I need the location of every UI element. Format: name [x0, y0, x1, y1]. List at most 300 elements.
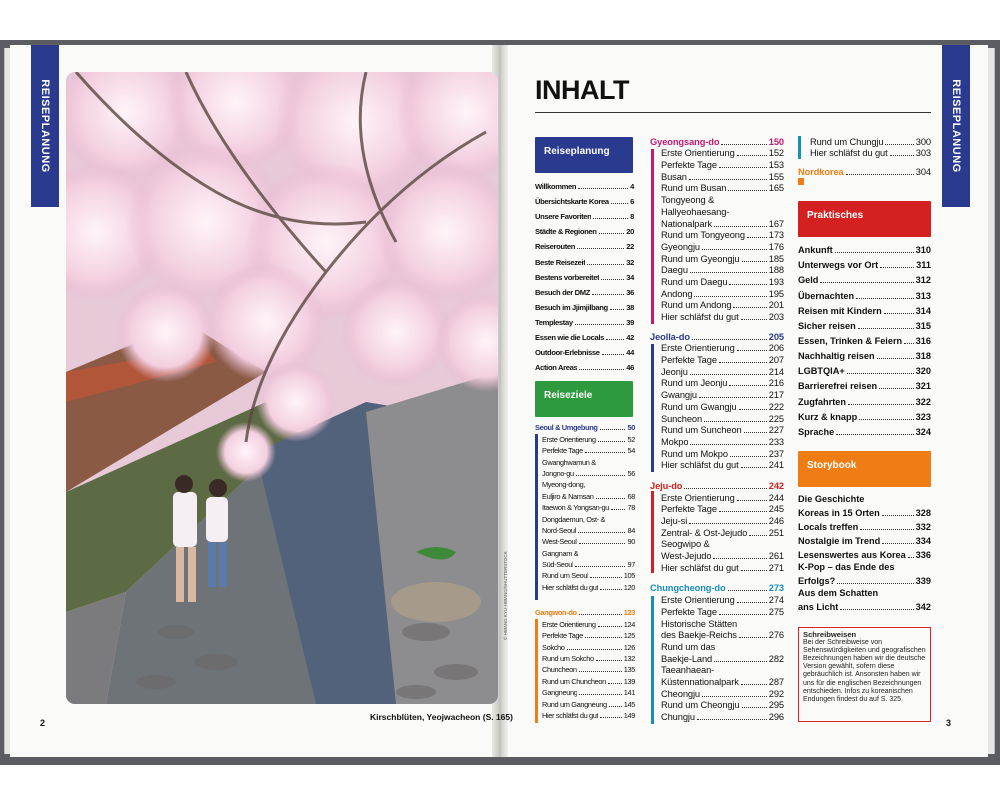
- toc-entry: [661, 561, 784, 573]
- chungcheong-cont-bar: [798, 136, 801, 159]
- toc-entry-page: 314: [915, 305, 931, 316]
- toc-entry-page: 311: [916, 260, 931, 271]
- toc-entry-page: 310: [915, 245, 931, 256]
- toc-entry: [661, 710, 784, 722]
- toc-entry-title: Perfekte Tage: [542, 631, 583, 641]
- page-number-left: 2: [40, 718, 46, 728]
- toc-entry: [661, 365, 784, 377]
- toc-entry: [661, 593, 784, 605]
- toc-entry-page: 152: [768, 148, 784, 159]
- toc-entry: [661, 699, 784, 711]
- toc-entry: [542, 629, 635, 640]
- toc-entry-title: Busan: [661, 171, 687, 182]
- toc-entry-page: 295: [768, 700, 784, 711]
- jeju-list: [650, 491, 784, 573]
- toc-entry-page: 54: [627, 446, 635, 456]
- toc-entry-page: 56: [627, 468, 635, 478]
- toc-entry-title: Perfekte Tage: [661, 160, 717, 171]
- toc-entry: [798, 504, 931, 518]
- toc-entry: [661, 640, 784, 652]
- toc-entry-page: 32: [626, 257, 634, 267]
- toc-entry: [542, 652, 635, 663]
- toc-entry: [661, 424, 784, 436]
- toc-entry-page: 261: [768, 551, 784, 562]
- photo-caption: Kirschblüten, Yeojwacheon (S. 165): [370, 712, 513, 722]
- toc-entry-title: Nord-Seoul: [542, 525, 576, 535]
- toc-entry-page: 135: [623, 665, 635, 675]
- toc-entry-title: Dongdaemun, Ost- &: [542, 514, 606, 524]
- toc-entry-page: 324: [915, 426, 931, 437]
- jeolla-heading-row: Jeolla-do 205: [650, 331, 784, 342]
- toc-entry-page: 217: [768, 390, 784, 401]
- toc-entry: [798, 285, 931, 300]
- toc-entry-title: Besuch der DMZ: [535, 287, 591, 297]
- toc-entry: [661, 299, 784, 311]
- toc-entry-title: Nationalpark: [661, 218, 712, 229]
- toc-entry-page: 334: [915, 536, 931, 546]
- toc-entry-page: 206: [768, 343, 784, 354]
- toc-entry-page: 282: [768, 653, 784, 664]
- storybook-heading: Storybook: [798, 451, 931, 487]
- toc-entry-title: Rund um Gangneung: [542, 699, 607, 709]
- toc-entry-page: 44: [626, 348, 634, 358]
- toc-entry-title: Unterwegs vor Ort: [798, 260, 879, 271]
- gangwon-section: [535, 606, 635, 720]
- toc-entry-page: 141: [623, 688, 635, 698]
- toc-entry-title: Städte & Regionen: [535, 227, 597, 237]
- toc-entry-title: Übersichtskarte Korea: [535, 197, 609, 207]
- toc-entry-title: Gyeongju: [661, 241, 700, 252]
- toc-entry-page: 312: [915, 275, 931, 286]
- toc-entry-title: Sprache: [798, 426, 835, 437]
- toc-entry: [542, 524, 635, 535]
- toc-entry: [661, 412, 784, 424]
- toc-entry-title: Übernachten: [798, 290, 855, 301]
- toc-entry: [798, 598, 931, 612]
- toc-entry-title: Locals treffen: [798, 522, 859, 532]
- toc-entry-page: 241: [768, 460, 784, 471]
- jeju-heading-row: Jeju-do 242: [650, 480, 784, 491]
- toc-entry: [542, 489, 635, 500]
- section-tab-left: [31, 45, 59, 207]
- toc-entry-title: Rund um Chuncheon: [542, 676, 606, 686]
- gangwon-bar: [535, 619, 538, 723]
- toc-entry-page: 78: [627, 503, 635, 513]
- toc-entry: [535, 236, 634, 251]
- toc-entry-page: 38: [626, 302, 634, 312]
- toc-entry: [535, 312, 634, 327]
- note-text: Bei der Schreibweise von Sehenswürdigkeiten und geografischen Bezeichnungen haben wir die deutsche Version gewählt, sofern diese gebräuchlich ist. Ansonsten haben wir uns für die englischen Bezeichnungen entschieden. Infos zu koreanischen Endungen findest du auf S. 325.: [803, 639, 926, 703]
- toc-entry-title: Rund um Daegu: [661, 276, 728, 287]
- toc-entry-page: 39: [626, 317, 634, 327]
- toc-entry-title: Rund um Seoul: [542, 571, 589, 581]
- toc-entry-title: Erste Orientierung: [542, 619, 596, 629]
- toc-entry-title: Action Areas: [535, 363, 578, 373]
- toc-entry: [661, 675, 784, 687]
- toc-entry-page: 287: [768, 676, 784, 687]
- toc-entry-title: Erste Orientierung: [661, 492, 735, 503]
- toc-entry-title: Erfolgs?: [798, 576, 836, 586]
- photo-credit: © HWANG KYU-HWANG/SHUTTERSTOCK: [503, 551, 508, 640]
- toc-entry-page: 201: [768, 300, 784, 311]
- toc-entry-title: des Baekje-Reichs: [661, 630, 737, 641]
- toc-entry: [798, 316, 931, 331]
- toc-entry-page: 42: [626, 333, 634, 343]
- toc-entry-title: Sokcho: [542, 642, 565, 652]
- toc-entry: [542, 709, 635, 720]
- toc-entry-title: Essen wie die Locals: [535, 333, 604, 343]
- toc-entry: [798, 270, 931, 285]
- toc-entry-title: Unsere Favoriten: [535, 212, 592, 222]
- toc-entry: [798, 546, 931, 560]
- toc-entry-title: Templestay: [535, 317, 573, 327]
- toc-entry: [798, 422, 931, 437]
- toc-entry-title: Rund um Sokcho: [542, 653, 594, 663]
- toc-entry-title: Besuch im Jjimjilbang: [535, 302, 608, 312]
- toc-entry-page: 246: [768, 516, 784, 526]
- gyeongsang-bar: [651, 149, 654, 324]
- toc-entry-page: 46: [626, 363, 634, 373]
- toc-entry: [798, 331, 931, 346]
- toc-entry-title: Erste Orientierung: [661, 595, 735, 606]
- title-divider: [535, 112, 931, 113]
- toc-entry: [542, 617, 635, 628]
- toc-entry: [661, 170, 784, 182]
- schreibweisen-note: [798, 627, 931, 722]
- toc-entry-page: 237: [768, 448, 784, 459]
- toc-entry-page: 222: [768, 401, 784, 412]
- toc-entry-page: 22: [626, 242, 634, 252]
- toc-entry: [798, 361, 931, 376]
- toc-entry: [661, 652, 784, 664]
- toc-entry-page: 6: [630, 197, 634, 207]
- toc-entry-title: Jeonju: [661, 366, 688, 377]
- toc-entry: [661, 491, 784, 503]
- toc-entry-title: Erste Orientierung: [661, 343, 735, 354]
- page-number-right: 3: [946, 718, 952, 728]
- toc-entry: [810, 147, 931, 159]
- praktisches-list: [798, 240, 931, 437]
- toc-entry: [542, 501, 635, 512]
- toc-entry: [535, 342, 634, 357]
- toc-entry-title: Die Geschichte: [798, 494, 865, 504]
- toc-entry-title: Jeju-si: [661, 516, 688, 526]
- toc-entry-page: 303: [915, 148, 931, 159]
- toc-entry-title: Küstennationalpark: [661, 676, 739, 687]
- chungcheong-list: [650, 593, 784, 722]
- toc-entry-title: Reisen mit Kindern: [798, 305, 882, 316]
- toc-entry-title: Nachhaltig reisen: [798, 351, 875, 362]
- chungcheong-heading-row: Chungcheong-do 273: [650, 583, 784, 594]
- praktisches-heading: Praktisches: [798, 201, 931, 237]
- toc-entry: [661, 275, 784, 287]
- toc-entry-title: Perfekte Tage: [542, 446, 583, 456]
- toc-entry-title: Perfekte Tage: [661, 355, 717, 366]
- toc-entry-page: 145: [623, 699, 635, 709]
- toc-entry-title: Koreas in 15 Orten: [798, 508, 880, 518]
- toc-entry-page: 292: [768, 688, 784, 699]
- toc-entry: [535, 176, 634, 191]
- toc-entry-title: Bestens vorbereitet: [535, 272, 600, 282]
- toc-entry-title: Rund um Gyeongju: [661, 253, 740, 264]
- nordkorea-row: Nordkorea 304: [798, 166, 931, 177]
- toc-entry-page: 316: [915, 335, 931, 346]
- toc-entry: [535, 251, 634, 266]
- toc-entry: [661, 400, 784, 412]
- toc-entry: [661, 377, 784, 389]
- section-tab-right: [942, 45, 970, 207]
- toc-entry-page: 323: [915, 411, 931, 422]
- toc-entry-title: Barrierefrei reisen: [798, 381, 878, 392]
- toc-entry-title: West-Seoul: [542, 537, 577, 547]
- toc-entry-page: 342: [915, 602, 931, 612]
- toc-entry: [661, 514, 784, 526]
- section-tab-label: REISEPLANUNG: [950, 79, 962, 173]
- toc-entry-title: Daegu: [661, 265, 688, 276]
- toc-entry-page: 244: [768, 492, 784, 503]
- toc-entry-title: Hier schläfst du gut: [542, 710, 599, 720]
- toc-entry-line1: [798, 560, 931, 572]
- toc-entry-title: Hier schläfst du gut: [542, 582, 599, 592]
- toc-entry: [798, 532, 931, 546]
- toc-entry: [542, 640, 635, 651]
- toc-entry: [661, 447, 784, 459]
- reiseplanung-list: [535, 176, 634, 372]
- toc-entry: [535, 282, 634, 297]
- toc-entry-page: 120: [623, 582, 635, 592]
- toc-entry-title: Suncheon: [661, 413, 703, 424]
- toc-entry-page: 139: [623, 676, 635, 686]
- toc-entry: [661, 526, 784, 538]
- toc-entry: [542, 663, 635, 674]
- toc-entry: [535, 297, 634, 312]
- toc-entry: [542, 432, 635, 443]
- toc-entry-page: 153: [768, 160, 784, 171]
- toc-entry: [661, 264, 784, 276]
- page-title: INHALT: [535, 75, 629, 105]
- note-title: Schreibweisen: [803, 630, 857, 639]
- toc-entry-page: 193: [768, 276, 784, 287]
- toc-entry: [542, 580, 635, 591]
- toc-entry-title: Baekje-Land: [661, 653, 713, 664]
- toc-entry-title: Hallyeohaesang-: [661, 206, 730, 217]
- toc-entry: [661, 459, 784, 471]
- toc-entry-page: 332: [915, 522, 931, 532]
- toc-entry-page: 227: [768, 425, 784, 436]
- toc-entry-title: Lesenswertes aus Korea: [798, 550, 906, 560]
- toc-entry: [798, 255, 931, 270]
- toc-entry-page: 185: [768, 253, 784, 264]
- toc-entry: [535, 267, 634, 282]
- toc-entry-page: 97: [627, 560, 635, 570]
- toc-entry-title: Aus dem Schatten: [798, 588, 879, 598]
- toc-entry-title: Sicher reisen: [798, 320, 856, 331]
- toc-entry-page: 225: [768, 413, 784, 424]
- toc-entry: [810, 135, 931, 147]
- toc-entry-title: Rund um Tongyeong: [661, 230, 745, 241]
- toc-entry: [661, 617, 784, 629]
- toc-entry-page: 167: [768, 218, 784, 229]
- toc-entry: [542, 697, 635, 708]
- toc-entry: [661, 158, 784, 170]
- seoul-list: [535, 432, 635, 591]
- toc-entry: [542, 535, 635, 546]
- toc-entry-title: Nostalgie im Trend: [798, 536, 881, 546]
- toc-entry-page: 188: [768, 265, 784, 276]
- toc-entry-title: Rund um Gwangju: [661, 401, 737, 412]
- toc-entry-page: 105: [623, 571, 635, 581]
- toc-entry-title: Hier schläfst du gut: [661, 312, 739, 322]
- gangwon-list: [535, 617, 635, 720]
- toc-entry-title: ans Licht: [798, 602, 839, 612]
- toc-entry-title: Hier schläfst du gut: [661, 562, 739, 573]
- toc-entry-page: 90: [627, 537, 635, 547]
- toc-entry-page: 339: [915, 576, 931, 586]
- toc-entry-page: 132: [623, 653, 635, 663]
- toc-entry: [661, 229, 784, 241]
- toc-entry: [798, 572, 931, 586]
- toc-entry: [542, 546, 635, 557]
- reiseplanung-heading: Reiseplanung: [535, 137, 633, 173]
- toc-entry-page: 315: [915, 320, 931, 331]
- toc-entry: [542, 686, 635, 697]
- toc-entry-title: Reiserouten: [535, 242, 576, 252]
- toc-entry: [798, 240, 931, 255]
- toc-entry-page: 321: [915, 381, 931, 392]
- seoul-heading-row: Seoul & Umgebung 50: [535, 423, 635, 433]
- toc-entry-page: 245: [768, 504, 784, 515]
- toc-entry-title: Rund um Chungju: [810, 136, 884, 147]
- toc-entry-title: West-Jejudo: [661, 551, 712, 562]
- toc-entry: [535, 221, 634, 236]
- toc-entry-title: Rund um Suncheon: [661, 425, 742, 436]
- toc-entry: [798, 407, 931, 422]
- toc-entry-page: 328: [915, 508, 931, 518]
- toc-entry-title: Zentral- & Ost-Jejudo: [661, 527, 748, 538]
- toc-entry: [661, 353, 784, 365]
- toc-entry-title: Outdoor-Erlebnisse: [535, 348, 600, 358]
- cherry-blossom-photo: [66, 72, 498, 704]
- toc-entry: [661, 193, 784, 205]
- chungcheong-bar: [651, 596, 654, 724]
- toc-entry: [542, 674, 635, 685]
- toc-entry: [542, 569, 635, 580]
- toc-entry: [661, 605, 784, 617]
- toc-entry-title: Gwanghwamun &: [542, 457, 596, 467]
- toc-entry-line1: [798, 492, 931, 504]
- toc-entry: [661, 342, 784, 354]
- toc-entry-title: Jongno-gu: [542, 468, 574, 478]
- toc-entry-title: Rund um Mokpo: [661, 448, 728, 459]
- toc-entry-page: 233: [768, 436, 784, 447]
- reiseziele-heading: Reiseziele: [535, 381, 633, 417]
- toc-entry-page: 176: [768, 241, 784, 252]
- toc-entry-title: Rund um Andong: [661, 300, 732, 311]
- toc-entry-title: Rund um das: [661, 641, 716, 652]
- toc-entry: [661, 205, 784, 217]
- toc-entry-title: Gangneung: [542, 688, 578, 698]
- gangwon-heading-row: Gangwon-do 123: [535, 608, 635, 618]
- toc-entry: [798, 391, 931, 406]
- toc-entry-page: 36: [626, 287, 634, 297]
- toc-entry-title: Zugfahrten: [798, 396, 846, 407]
- toc-entry-page: 20: [626, 227, 634, 237]
- toc-entry-title: Kurz & knapp: [798, 411, 858, 422]
- toc-entry-page: 149: [623, 710, 635, 720]
- section-tab-label: REISEPLANUNG: [39, 79, 51, 173]
- toc-entry: [661, 664, 784, 676]
- toc-entry-page: 84: [627, 525, 635, 535]
- toc-entry-title: Hier schläfst du gut: [661, 460, 739, 471]
- toc-entry-title: Andong: [661, 288, 693, 299]
- toc-entry: [661, 240, 784, 252]
- toc-entry-page: 274: [768, 595, 784, 606]
- gyeongsang-list: [650, 147, 784, 322]
- seoul-bar: [535, 434, 538, 600]
- toc-entry-page: 155: [768, 171, 784, 182]
- toc-entry-title: Rund um Cheongju: [661, 700, 740, 711]
- toc-entry: [798, 376, 931, 391]
- toc-entry-title: Geld: [798, 275, 819, 286]
- gyeongsang-heading-row: Gyeongsang-do 150: [650, 136, 784, 147]
- toc-entry-title: K-Pop – das Ende des: [798, 562, 895, 572]
- jeolla-bar: [651, 344, 654, 472]
- toc-entry: [661, 629, 784, 641]
- toc-entry-page: 300: [915, 136, 931, 147]
- toc-entry: [661, 388, 784, 400]
- toc-entry-title: Beste Reisezeit: [535, 257, 586, 267]
- toc-entry-page: 207: [768, 355, 784, 366]
- toc-entry-page: 296: [768, 712, 784, 722]
- toc-entry: [661, 435, 784, 447]
- toc-entry-page: 251: [768, 527, 784, 538]
- seoul-section: [535, 421, 635, 592]
- toc-entry: [535, 191, 634, 206]
- toc-entry-page: 320: [915, 366, 931, 377]
- toc-entry-page: 318: [915, 351, 931, 362]
- toc-entry: [661, 310, 784, 322]
- toc-entry-page: 173: [768, 230, 784, 241]
- toc-entry-page: 203: [768, 312, 784, 322]
- toc-entry-page: 214: [768, 366, 784, 377]
- toc-entry: [661, 549, 784, 561]
- toc-entry-page: 125: [623, 631, 635, 641]
- nordkorea-marker: [798, 178, 804, 185]
- toc-entry-page: 313: [915, 290, 931, 301]
- toc-entry-title: Rund um Busan: [661, 183, 727, 194]
- toc-entry-page: 165: [768, 183, 784, 194]
- toc-entry-title: Erste Orientierung: [661, 148, 735, 159]
- toc-entry-title: Itaewon & Yongsan-gu: [542, 503, 609, 513]
- toc-entry-title: Ankunft: [798, 245, 833, 256]
- toc-entry: [661, 217, 784, 229]
- toc-entry: [542, 512, 635, 523]
- toc-entry-title: Chungju: [661, 712, 695, 722]
- toc-entry: [661, 287, 784, 299]
- toc-entry-title: Gangnam &: [542, 548, 579, 558]
- toc-entry-page: 336: [915, 550, 931, 560]
- toc-entry-title: Perfekte Tage: [661, 504, 717, 515]
- toc-entry-title: Historische Stätten: [661, 618, 738, 629]
- toc-entry-title: Myeong-dong,: [542, 480, 586, 490]
- toc-entry-title: Gwangju: [661, 390, 697, 401]
- toc-entry-page: 126: [623, 642, 635, 652]
- jeolla-list: [650, 342, 784, 471]
- toc-entry-title: Essen, Trinken & Feiern: [798, 335, 903, 346]
- chungcheong-continued-list: [810, 135, 931, 158]
- toc-entry-title: Tongyeong &: [661, 195, 715, 206]
- toc-entry: [798, 346, 931, 361]
